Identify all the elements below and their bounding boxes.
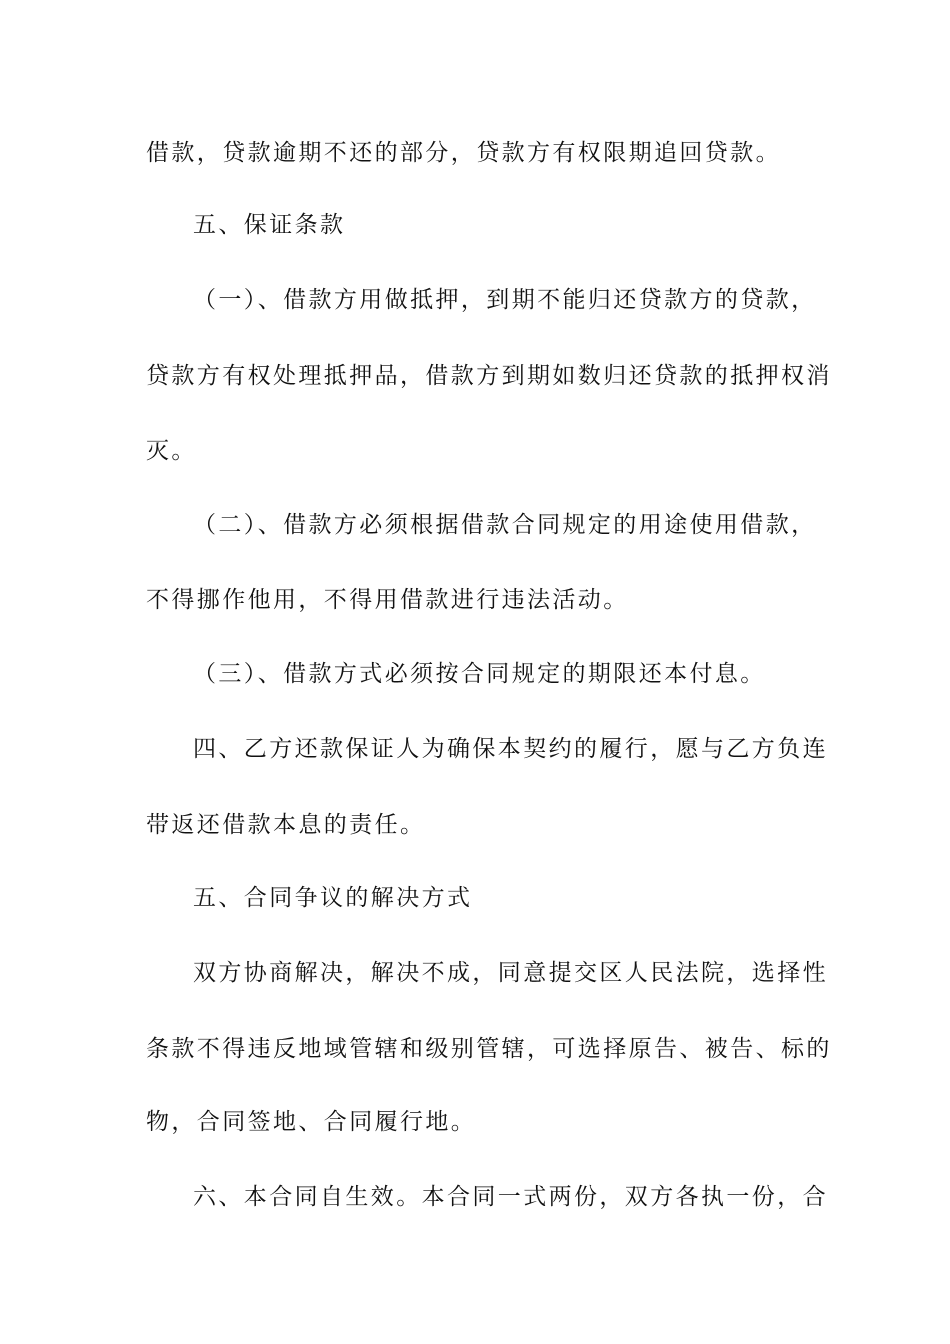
text-line-3: （一）、借款方用做抵押，到期不能归还贷款方的贷款， — [193, 287, 817, 313]
text-line-5: 灭。 — [146, 438, 197, 464]
text-line-12: 双方协商解决，解决不成，同意提交区人民法院，选择性 — [193, 960, 828, 986]
text-line-14: 物，合同签地、合同履行地。 — [146, 1109, 477, 1135]
text-line-6: （二）、借款方必须根据借款合同规定的用途使用借款， — [193, 512, 817, 538]
text-line-8: （三）、借款方式必须按合同规定的期限还本付息。 — [193, 661, 766, 687]
section-heading-guarantee: 五、保证条款 — [193, 212, 346, 238]
text-line-15: 六、本合同自生效。本合同一式两份，双方各执一份，合 — [193, 1184, 828, 1210]
text-line-4: 贷款方有权处理抵押品，借款方到期如数归还贷款的抵押权消 — [146, 363, 832, 389]
text-line-13: 条款不得违反地域管辖和级别管辖，可选择原告、被告、标的 — [146, 1036, 832, 1062]
text-line-9: 四、乙方还款保证人为确保本契约的履行，愿与乙方负连 — [193, 736, 828, 762]
text-line-7: 不得挪作他用，不得用借款进行违法活动。 — [146, 587, 629, 613]
text-line-1: 借款，贷款逾期不还的部分，贷款方有权限期追回贷款。 — [146, 140, 781, 166]
section-heading-dispute: 五、合同争议的解决方式 — [193, 885, 473, 911]
text-line-10: 带返还借款本息的责任。 — [146, 812, 426, 838]
